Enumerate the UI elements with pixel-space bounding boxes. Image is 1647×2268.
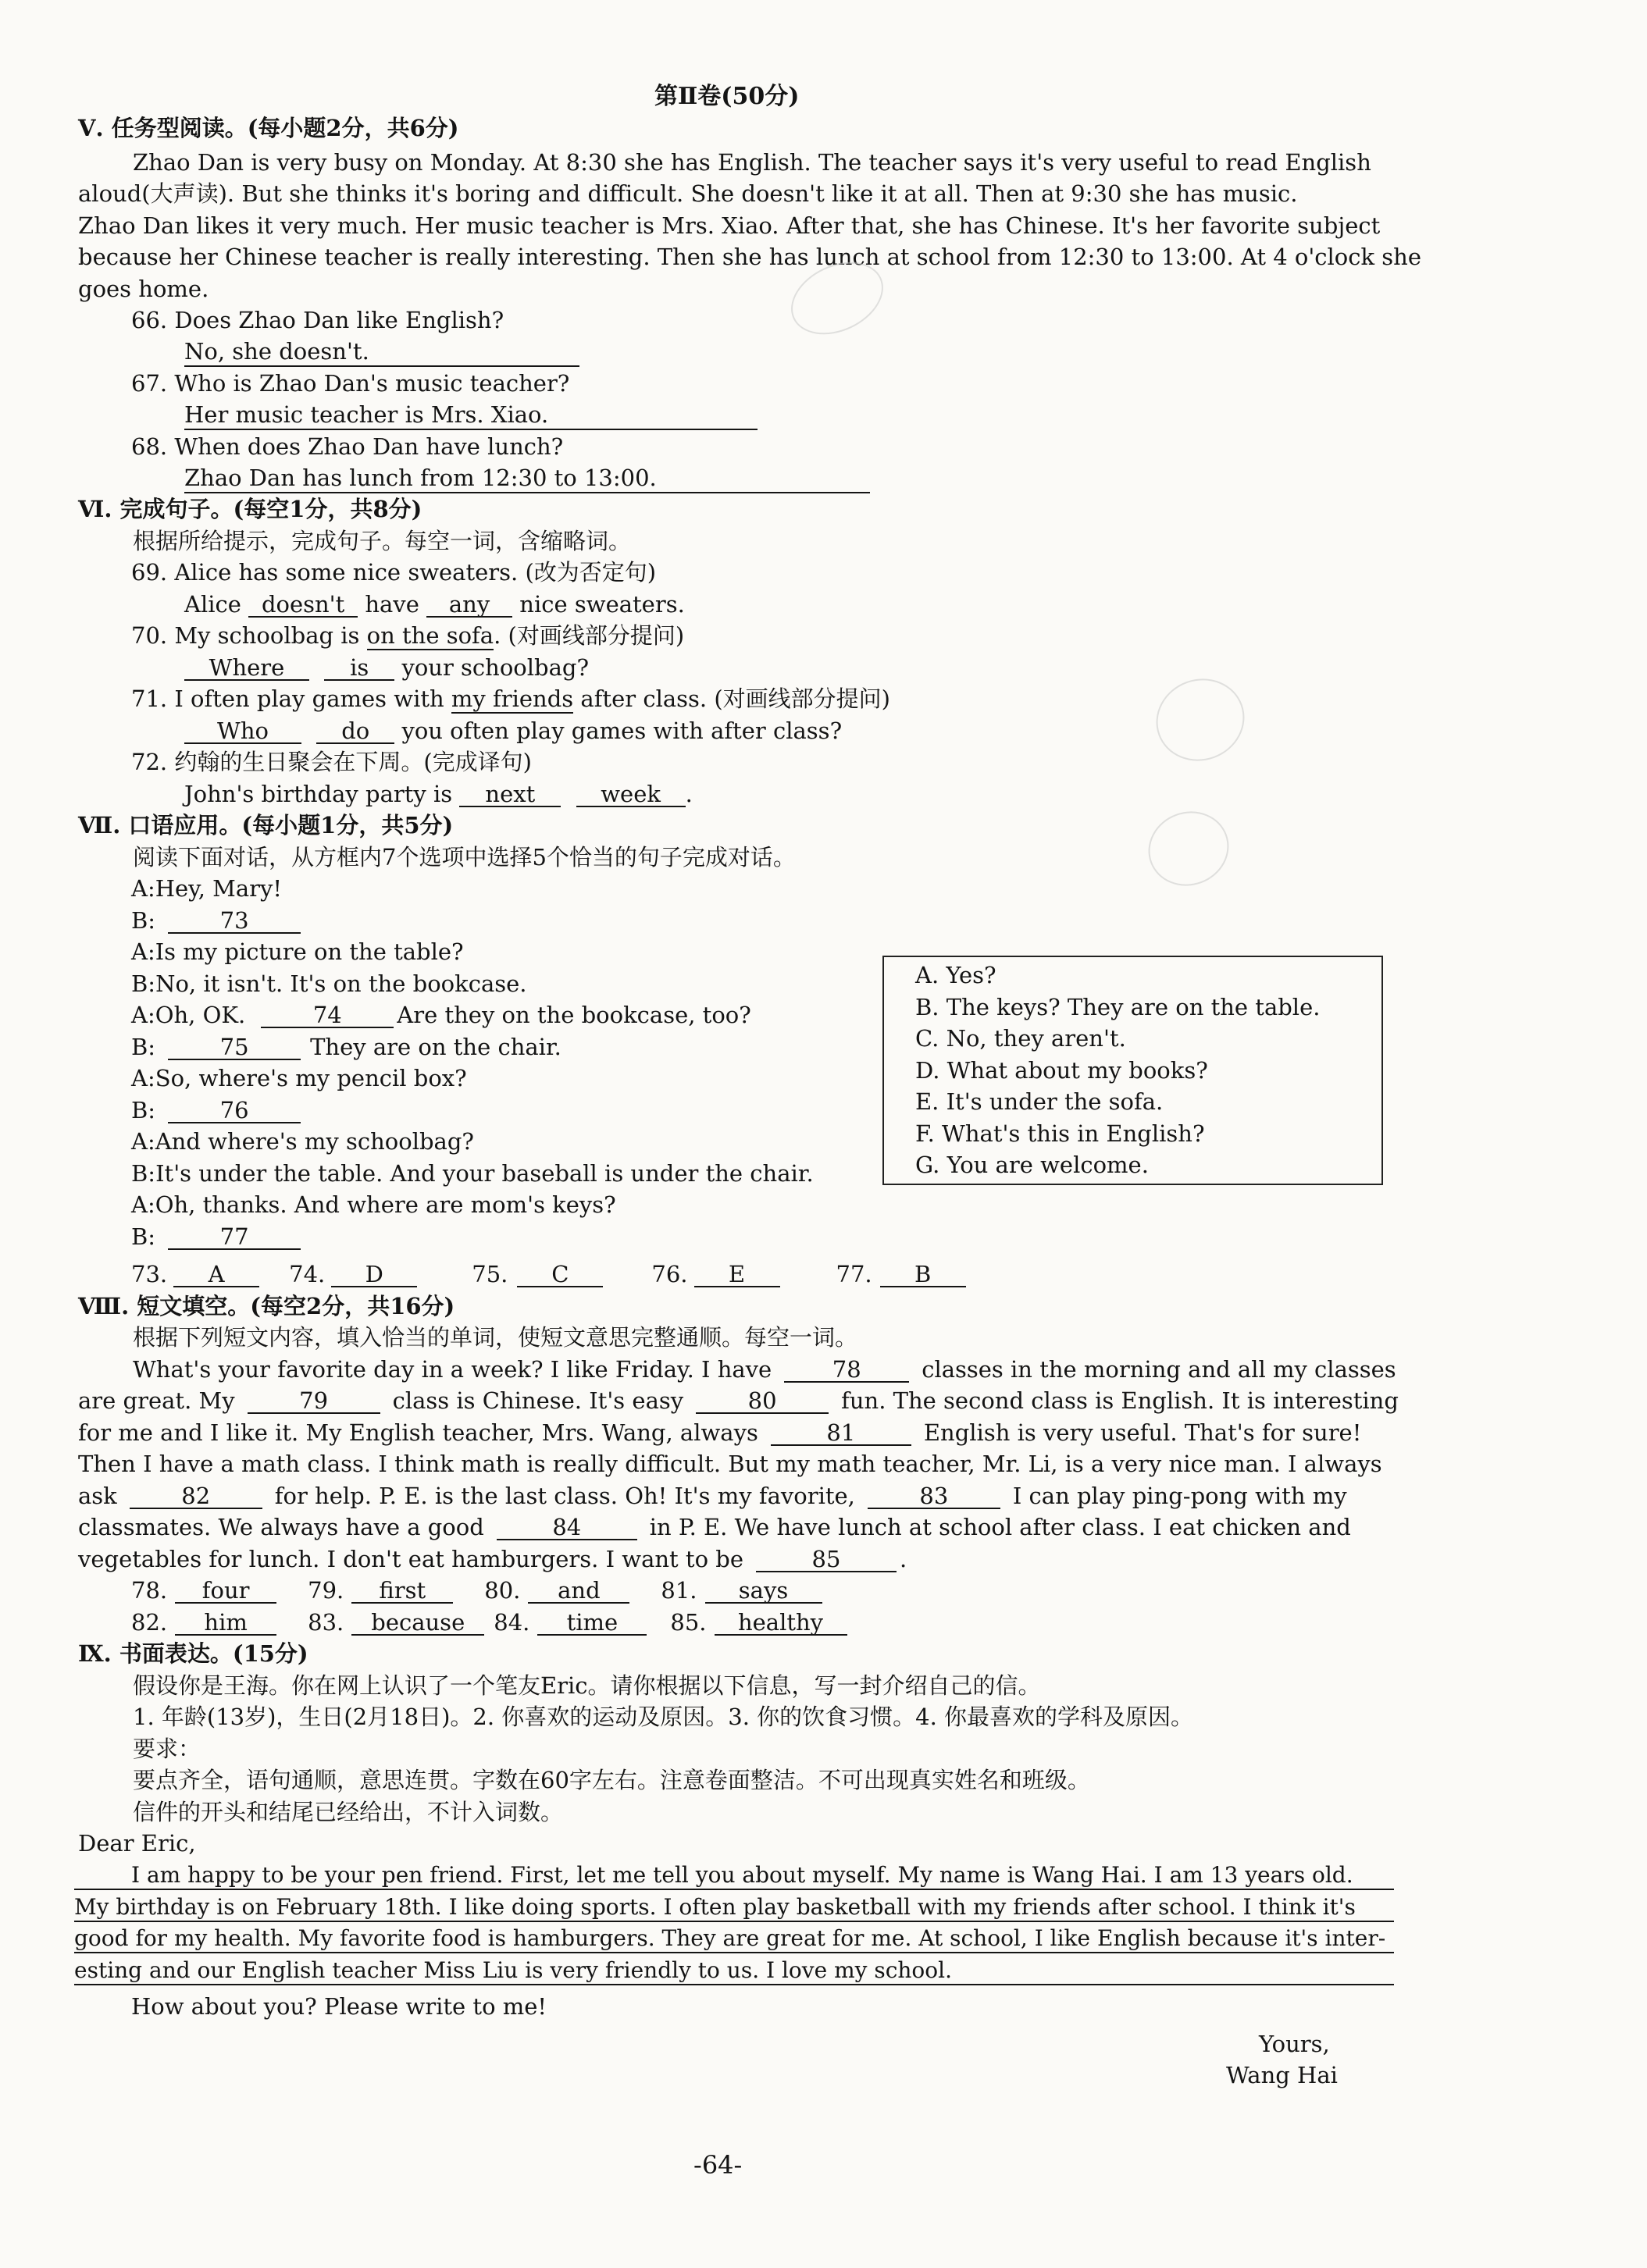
blank-answer: is (324, 656, 394, 681)
blank-answer: 75 (168, 1035, 301, 1060)
dialog-line: B: 76 (131, 1096, 301, 1124)
blank-answer: Where (184, 656, 309, 681)
letter-sign-off: Yours, (1259, 2031, 1330, 2057)
essay-line: esting and our English teacher Miss Liu is very friendly to us. I love my school. (74, 1957, 952, 1983)
essay-line: good for my health. My favorite food is hamburgers. They are great for me. At school, I like English because it's inter- (74, 1925, 1386, 1951)
blank-answer: four (175, 1579, 276, 1604)
answer-row-8: 82. him 83. because 84. time 85. healthy (131, 1608, 847, 1636)
dialog-line: B: 75 They are on the chair. (131, 1034, 561, 1060)
section8-heading: Ⅷ. 短文填空。(每空2分，共16分) (78, 1293, 455, 1319)
question-66: 66. Does Zhao Dan like English? (131, 307, 504, 333)
passage-line: classmates. We always have a good 84 in P. E. We have lunch at school after class. I eat chicken and (78, 1514, 1351, 1540)
blank-answer: first (351, 1579, 453, 1604)
page-title: 第Ⅱ卷(50分) (654, 83, 800, 110)
letter-greeting: Dear Eric, (78, 1830, 196, 1857)
option-item: C. No, they aren't. (915, 1025, 1126, 1052)
blank-answer: A (173, 1262, 259, 1287)
blank-number: 82 (130, 1484, 262, 1509)
passage-line: Zhao Dan is very busy on Monday. At 8:30 she has English. The teacher says it's very useful to read English (133, 149, 1371, 176)
option-item: D. What about my books? (915, 1057, 1208, 1084)
answer-row-7: 73. A 74. D 75. C 76. E 77. B (131, 1260, 966, 1288)
blank-answer: 74 (261, 1003, 394, 1028)
blank-answer: do (316, 719, 394, 744)
dialog-line: B:No, it isn't. It's on the bookcase. (131, 970, 527, 997)
blank-answer: says (705, 1579, 822, 1604)
passage-line: vegetables for lunch. I don't eat hamburgers. I want to be 85 . (78, 1546, 907, 1572)
option-item: B. The keys? They are on the table. (915, 994, 1321, 1020)
dialog-line: B:It's under the table. And your baseball is under the chair. (131, 1160, 814, 1187)
underlined-phrase: on the sofa (366, 622, 494, 649)
dialog-line: A:And where's my schoolbag? (131, 1128, 474, 1155)
blank-answer: doesn't (248, 593, 358, 618)
prompt-line: 1. 年龄(13岁)，生日(2月18日)。2. 你喜欢的运动及原因。3. 你的饮食习惯。4. 你最喜欢的学科及原因。 (133, 1704, 1194, 1730)
underlined-phrase: my friends (451, 685, 574, 712)
blank-answer: because (351, 1611, 484, 1636)
section7-instruction: 阅读下面对话，从方框内7个选项中选择5个恰当的句子完成对话。 (133, 844, 796, 871)
watermark-stamp (1138, 800, 1239, 897)
letter-closing-line: How about you? Please write to me! (131, 1993, 547, 2020)
section7-heading: Ⅶ. 口语应用。(每小题1分，共5分) (78, 812, 454, 838)
option-item: E. It's under the sofa. (915, 1088, 1164, 1115)
question-70: 70. My schoolbag is on the sofa. (对画线部分提问) (131, 622, 685, 649)
blank-answer: Who (184, 719, 301, 744)
passage-line: goes home. (78, 276, 209, 302)
option-item: G. You are welcome. (915, 1152, 1149, 1178)
blank-answer: any (426, 593, 512, 618)
passage-line: Zhao Dan likes it very much. Her music teacher is Mrs. Xiao. After that, she has Chinese. It's her favorite subject (78, 212, 1381, 239)
section5-heading: Ⅴ. 任务型阅读。(每小题2分，共6分) (78, 115, 459, 141)
blank-number: 78 (784, 1358, 909, 1383)
question-68: 68. When does Zhao Dan have lunch? (131, 433, 564, 460)
answer-row-8: 78. four 79. first 80. and 81. says (131, 1576, 822, 1604)
section6-instruction: 根据所给提示，完成句子。每空一词，含缩略词。 (133, 528, 632, 554)
blank-answer: 73 (168, 909, 301, 934)
dialog-line: B: 73 (131, 906, 301, 935)
dialog-line: A:Oh, OK. 74 Are they on the bookcase, too? (131, 1002, 751, 1028)
prompt-line: 假设你是王海。你在网上认识了一个笔友Eric。请你根据以下信息，写一封介绍自己的信。 (133, 1672, 1041, 1699)
blank-answer: 77 (168, 1225, 301, 1250)
blank-answer: next (459, 782, 561, 807)
passage-line: What's your favorite day in a week? I like Friday. I have 78 classes in the morning and all my classes (133, 1356, 1396, 1383)
dialog-line: A:Is my picture on the table? (131, 938, 464, 965)
question-72: 72. 约翰的生日聚会在下周。(完成译句) (131, 749, 532, 775)
blank-answer: 76 (168, 1098, 301, 1123)
blank-answer: D (331, 1262, 417, 1287)
dialog-line: B: 77 (131, 1223, 301, 1251)
option-item: F. What's this in English? (915, 1120, 1205, 1147)
dialog-line: A:So, where's my pencil box? (131, 1065, 467, 1091)
blank-answer: and (528, 1579, 629, 1604)
blank-number: 83 (868, 1484, 1000, 1509)
prompt-line: 信件的开头和结尾已经给出，不计入词数。 (133, 1799, 564, 1825)
section9-heading: Ⅸ. 书面表达。(15分) (78, 1640, 308, 1667)
blank-answer: time (537, 1611, 647, 1636)
essay-line: I am happy to be your pen friend. First, let me tell you about myself. My name is Wang Hai. I am 13 years old. (131, 1862, 1353, 1888)
answer-66: No, she doesn't. (184, 337, 579, 367)
passage-line: because her Chinese teacher is really interesting. Then she has lunch at school from 12:30 to 13:00. At 4 o'clock she (78, 244, 1422, 270)
blank-answer: C (517, 1262, 603, 1287)
passage-line: Then I have a math class. I think math is really difficult. But my math teacher, Mr. Li, is a very nice man. I always (78, 1451, 1382, 1477)
answer-69: Alice doesn't have any nice sweaters. (184, 591, 685, 618)
answer-67: Her music teacher is Mrs. Xiao. (184, 401, 758, 430)
prompt-line: 要点齐全，语句通顺，意思连贯。字数在60字左右。注意卷面整洁。不可出现真实姓名和班级。 (133, 1767, 1090, 1793)
essay-line: My birthday is on February 18th. I like doing sports. I often play basketball with my friends after school. I think it's (74, 1894, 1356, 1920)
passage-line: ask 82 for help. P. E. is the last class. Oh! It's my favorite, 83 I can play ping-pong with my (78, 1483, 1347, 1509)
watermark-stamp (1145, 667, 1257, 774)
passage-line: are great. My 79 class is Chinese. It's easy 80 fun. The second class is English. It is interesting (78, 1387, 1399, 1414)
question-67: 67. Who is Zhao Dan's music teacher? (131, 370, 570, 397)
section6-heading: Ⅵ. 完成句子。(每空1分，共8分) (78, 496, 422, 522)
letter-signature: Wang Hai (1226, 2062, 1338, 2088)
answer-68: Zhao Dan has lunch from 12:30 to 13:00. (184, 464, 870, 493)
blank-number: 85 (756, 1547, 897, 1572)
blank-answer: week (576, 782, 686, 807)
section8-instruction: 根据下列短文内容，填入恰当的单词，使短文意思完整通顺。每空一词。 (133, 1324, 858, 1351)
answer-71: Who do you often play games with after class? (184, 717, 842, 745)
dialog-line: A:Hey, Mary! (131, 875, 283, 902)
dialog-line: A:Oh, thanks. And where are mom's keys? (131, 1191, 616, 1218)
option-item: A. Yes? (915, 962, 996, 988)
blank-number: 79 (248, 1389, 380, 1414)
blank-number: 84 (497, 1515, 637, 1540)
prompt-line: 要求： (133, 1736, 201, 1762)
page-number: -64- (693, 2150, 743, 2180)
blank-answer: him (175, 1611, 276, 1636)
question-69: 69. Alice has some nice sweaters. (改为否定句) (131, 559, 657, 586)
passage-line: aloud(大声读). But she thinks it's boring and difficult. She doesn't like it at all. Then at 9:30 she has music. (78, 180, 1298, 207)
answer-72: John's birthday party is next week . (184, 781, 693, 807)
answer-70: Where is your schoolbag? (184, 653, 589, 682)
blank-number: 81 (771, 1421, 911, 1446)
blank-answer: E (694, 1262, 780, 1287)
blank-answer: B (880, 1262, 966, 1287)
question-71: 71. I often play games with my friends after class. (对画线部分提问) (131, 685, 890, 712)
passage-line: for me and I like it. My English teacher, Mrs. Wang, always 81 English is very useful. That's for sure! (78, 1419, 1362, 1446)
blank-answer: healthy (715, 1611, 847, 1636)
blank-number: 80 (696, 1389, 829, 1414)
options-box (882, 956, 1383, 1185)
